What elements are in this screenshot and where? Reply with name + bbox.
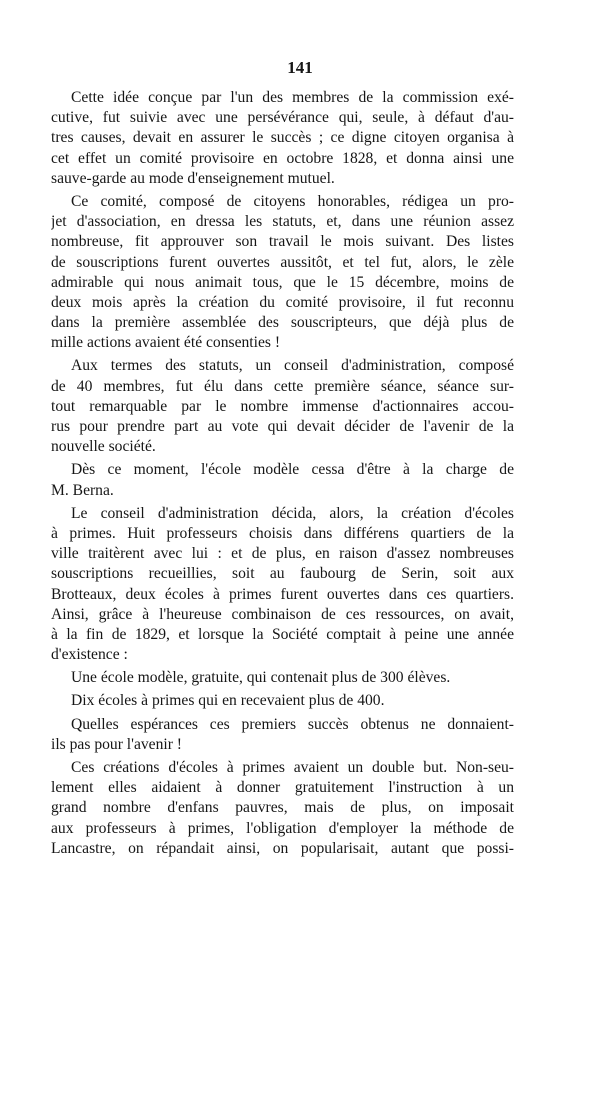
text-line: tout remarquable par le nombre immense d'actionnaires accou- [51,397,514,415]
text-line: sauve-garde au mode d'enseignement mutuel. [51,169,335,187]
text-line: rus pour prendre part au vote qui devait décider de l'avenir de la [51,418,514,435]
text-line: Ce comité, composé de citoyens honorables, rédigea un pro- [71,192,514,210]
text-line: admirable qui nous animait tous, que le 15 décembre, moins de [51,273,514,291]
text-line: souscriptions recueillies, soit au faubourg de Serin, soit aux [51,565,514,583]
paragraph [51,88,514,189]
paragraph [51,691,514,711]
paragraph [51,504,514,666]
text-line: cutive, fut suivie avec une persévérance qui, seule, à défaut d'au- [51,109,514,127]
text-line: Ainsi, grâce à l'heureuse combinaison de ces ressources, on avait, [51,605,514,623]
text-line: ville traitèrent avec lui : et de plus, en raison d'assez nombreuses [51,545,514,563]
text-line: Lancastre, on répandait ainsi, on popularisait, autant que possi- [51,839,514,857]
text-line: d'existence : [51,646,128,664]
text-line: à primes. Huit professeurs choisis dans différens quartiers de la [51,524,514,542]
text-line: jet d'association, en dressa les statuts, et, dans une réunion assez [51,213,514,231]
paragraph [51,192,514,354]
text-line: Une école modèle, gratuite, qui contenait plus de 300 élèves. [71,669,451,687]
text-line: Ces créations d'écoles à primes avaient un double but. Non-seu- [71,759,514,776]
text-line: Cette idée conçue par l'un des membres de la commission exé- [71,89,514,106]
text-line: aux professeurs à primes, l'obligation d'employer la méthode de [51,819,514,837]
paragraph [51,715,514,755]
text-line: mille actions avaient été consenties ! [51,334,281,352]
text-line: cet effet un comité provisoire en octobre 1828, et donna ainsi une [51,149,514,167]
text-line: Le conseil d'administration décida, alors, la création d'écoles [71,504,514,522]
paragraph [51,668,514,688]
text-line: dans la première assemblée des souscripteurs, que déjà plus de [51,314,514,332]
text-line: lement elles aidaient à donner gratuitement l'instruction à un [51,779,514,797]
text-line: Dès ce moment, l'école modèle cessa d'être à la charge de [71,461,514,479]
text-line: grand nombre d'enfans pauvres, mais de plus, on imposait [51,799,514,817]
text-line: nombreuse, fit approuver son travail le mois suivant. Des listes [51,233,514,251]
text-line: nouvelle société. [51,438,156,456]
text-line: de souscriptions furent ouvertes aussitôt, et tel fut, alors, le zèle [51,253,514,271]
paragraph [51,460,514,500]
text-line: tres causes, devait en assurer le succès ; ce digne citoyen organisa à [51,129,514,147]
page-number: 141 [287,58,313,77]
body-text [51,88,514,859]
text-line: ils pas pour l'avenir ! [51,735,182,753]
text-line: Brotteaux, deux écoles à primes furent ouvertes dans ces quartiers. [51,585,514,603]
text-line: M. Berna. [51,481,114,499]
text-line: de 40 membres, fut élu dans cette première séance, séance sur- [51,377,514,395]
paragraph [51,758,514,859]
paragraph [51,356,514,457]
text-line: Quelles espérances ces premiers succès obtenus ne donnaient- [71,715,514,733]
text-line: deux mois après la création du comité provisoire, il fut reconnu [51,293,514,311]
text-line: Dix écoles à primes qui en recevaient plus de 400. [71,692,385,710]
text-line: à la fin de 1829, et lorsque la Société comptait à peine une année [51,625,514,643]
text-line: Aux termes des statuts, un conseil d'administration, composé [71,357,514,375]
